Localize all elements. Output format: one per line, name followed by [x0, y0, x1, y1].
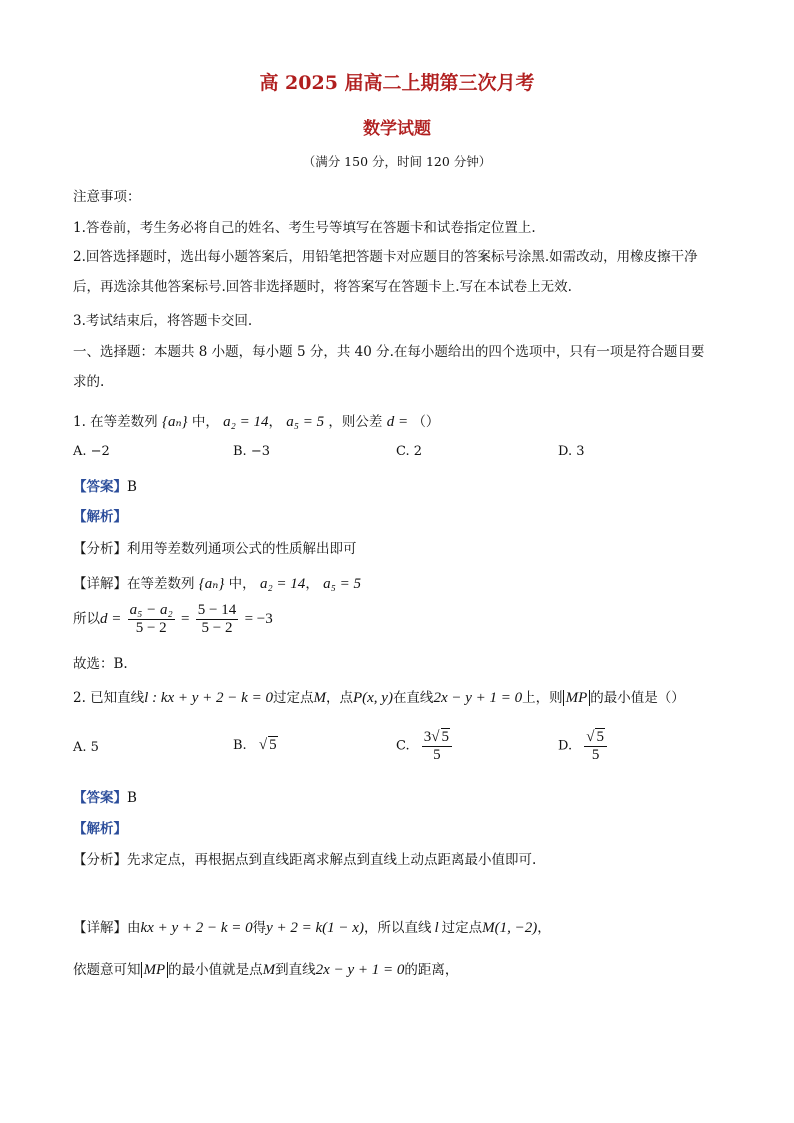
q1-analysis [73, 505, 127, 525]
q2-detail-pre: 由 [127, 920, 141, 936]
q2-last-to: 到直线 [275, 962, 316, 978]
note-item-1: 1.答卷前，考生务必将自己的姓名、考生号等填写在答题卡和试卷指定位置上. [73, 220, 536, 236]
q2-detail-M: M(1, −2) [482, 920, 538, 936]
q1-stem-prefix: 1. 在等差数列 [73, 414, 158, 430]
q1-detail-a5: a₅ = 5 [323, 576, 361, 592]
q1-option-c: C. 2 [396, 444, 423, 459]
q2-stem-prefix: 2. 已知直线 [73, 690, 145, 706]
analysis-label: 【解析】 [73, 821, 127, 837]
q2-stem-mid4: 上，则 [522, 690, 563, 706]
analysis-label: 【解析】 [73, 509, 127, 525]
q1-fenxi [73, 537, 357, 557]
q1-detail-mid: 中， [228, 576, 256, 592]
q1-a2: a₂ = 14 [223, 414, 269, 430]
q1-a5: a₅ = 5 [286, 414, 325, 430]
q2-last-mid: 的最小值就是点 [168, 962, 263, 978]
q2-last-line [73, 958, 458, 979]
q2-option-c-rad: 5 [441, 729, 449, 745]
q2-line-eq: l : kx + y + 2 − k = 0 [144, 690, 273, 706]
q1-stem-suffix: ，则公差 [328, 414, 383, 430]
section-heading: 一、选择题：本题共 8 小题，每小题 5 分，共 40 分.在每小题给出的四个选项中，只有一项是符合题目要 [73, 344, 705, 360]
q2-fenxi-text: 先求定点，再根据点到直线距离求解点到直线上动点距离最小值即可. [127, 852, 537, 868]
q2-option-c-frac: $\frac{3√ 5}{5}$ [422, 728, 452, 764]
q2-stem-mid3: 在直线 [392, 690, 434, 706]
q2-stem-mid2: ，点 [325, 690, 353, 706]
q2-MP: MP [563, 690, 591, 706]
q2-last-MP: MP [141, 962, 169, 978]
q1-paren: （） [412, 414, 440, 430]
q1-answer [73, 475, 137, 495]
q2-fenxi [73, 848, 536, 868]
q2-analysis [73, 817, 127, 837]
exam-info: （满分 150 分，时间 120 分钟） [302, 154, 492, 169]
q1-frac1-den: 5 − 2 [135, 620, 167, 636]
q2-detail-de: 得 [252, 920, 267, 936]
detail-label: 【详解】 [73, 576, 127, 592]
q2-P: P(x, y) [352, 690, 393, 706]
q2-stem-suffix: 的最小值是（） [590, 690, 685, 706]
q2-detail-fixed: 过定点 [441, 920, 483, 936]
q2-M: M [313, 690, 326, 706]
q2-line2: 2x − y + 1 = 0 [433, 690, 523, 706]
answer-label: 【答案】 [73, 479, 127, 495]
q2-stem-mid1: 过定点 [272, 690, 314, 706]
q2-detail-eq2: y + 2 = k(1 − x) [266, 920, 364, 936]
fenxi-label: 【分析】 [73, 852, 127, 868]
q2-option-c-den: 5 [433, 747, 441, 763]
q1-option-d: D. 3 [558, 444, 585, 459]
q2-last-pre: 依题意可知 [73, 962, 141, 978]
q1-frac2-num: 5 − 14 [197, 602, 237, 618]
q1-solution: 所以d = $\frac{\text{a₅ − a₂}}{5 - 2}$ = $\frac{5 - 14}{5 - 2}$ = −3 [73, 602, 273, 636]
q1-fraction-1 [128, 602, 175, 637]
q1-d: d = [386, 414, 409, 430]
subject-title: 数学试题 [363, 119, 431, 139]
q2-last-M: M [262, 962, 276, 978]
q2-detail-end: ， [537, 920, 551, 936]
q1-stem-mid: 中， [191, 414, 219, 430]
q1-frac1-num: a₅ − a₂ [129, 602, 173, 618]
q1-detail-prefix: 在等差数列 [127, 576, 195, 592]
q2-option-d-den: 5 [591, 747, 600, 763]
q1-option-a: A. −2 [73, 444, 110, 459]
q2-option-a: A. 5 [73, 740, 99, 755]
q2-option-b: B. √ 5 [233, 737, 277, 753]
q2-detail-l: l [434, 920, 439, 936]
q1-option-b: B. −3 [233, 444, 270, 459]
q2-option-b-val: 5 [269, 737, 277, 753]
q1-detail-seq: {aₙ} [198, 576, 225, 592]
answer-label: 【答案】 [73, 790, 127, 806]
exam-title: 高 2025 届高二上期第三次月考 [259, 72, 535, 94]
q2-last-eq: 2x − y + 1 = 0 [315, 962, 405, 978]
q1-so-d: d = [100, 611, 122, 627]
q2-detail [73, 916, 551, 937]
q2-option-c [396, 728, 454, 764]
q2-detail-mid: ，所以直线 [363, 920, 432, 936]
q2-answer-value: B [127, 790, 137, 806]
q2-option-d-label: D. [558, 738, 573, 754]
q2-option-d [558, 728, 609, 764]
q2-option-c-coef: 3 [423, 729, 432, 745]
q2-option-b-label: B. [233, 738, 247, 753]
q2-stem [73, 686, 685, 707]
q2-option-d-frac: $\frac{√ 5}{5}$ [584, 728, 607, 764]
q2-last-end: 的距离， [404, 962, 459, 978]
note-item-2-cont: 后，再选涂其他答案标号.回答非选择题时，将答案写在答题卡上.写在本试卷上无效. [73, 279, 572, 295]
q1-seq: {aₙ} [161, 414, 188, 430]
q1-so-prefix: 所以 [73, 611, 100, 627]
section-heading-cont: 求的. [73, 374, 105, 390]
detail-label: 【详解】 [73, 920, 127, 936]
q2-answer [73, 786, 137, 806]
q1-fraction-2 [196, 602, 238, 637]
q1-choose: 故选：B. [73, 656, 128, 672]
q1-fenxi-text: 利用等差数列通项公式的性质解出即可 [127, 541, 357, 557]
q1-answer-value: B [127, 479, 137, 495]
q1-result: = −3 [244, 611, 273, 627]
fenxi-label: 【分析】 [73, 541, 127, 557]
q2-option-d-rad: 5 [596, 729, 604, 745]
notes-heading: 注意事项： [73, 189, 141, 205]
note-item-2: 2.回答选择题时，选出每小题答案后，用铅笔把答题卡对应题目的答案标号涂黑.如需改动，用橡皮擦干净 [73, 249, 698, 265]
note-item-3: 3.考试结束后，将答题卡交回. [73, 313, 253, 329]
q2-option-c-label: C. [396, 738, 410, 754]
q1-stem: 1. 在等差数列 {aₙ} 中， a₂ = 14， a₅ = 5 ，则公差 d = （） [73, 414, 440, 430]
q1-frac2-den: 5 − 2 [201, 620, 233, 636]
q1-detail: 【详解】在等差数列 {aₙ} 中， a₂ = 14， a₅ = 5 [73, 576, 361, 592]
q2-detail-eq1: kx + y + 2 − k = 0 [140, 920, 253, 936]
q1-detail-a2: a₂ = 14 [259, 576, 306, 592]
